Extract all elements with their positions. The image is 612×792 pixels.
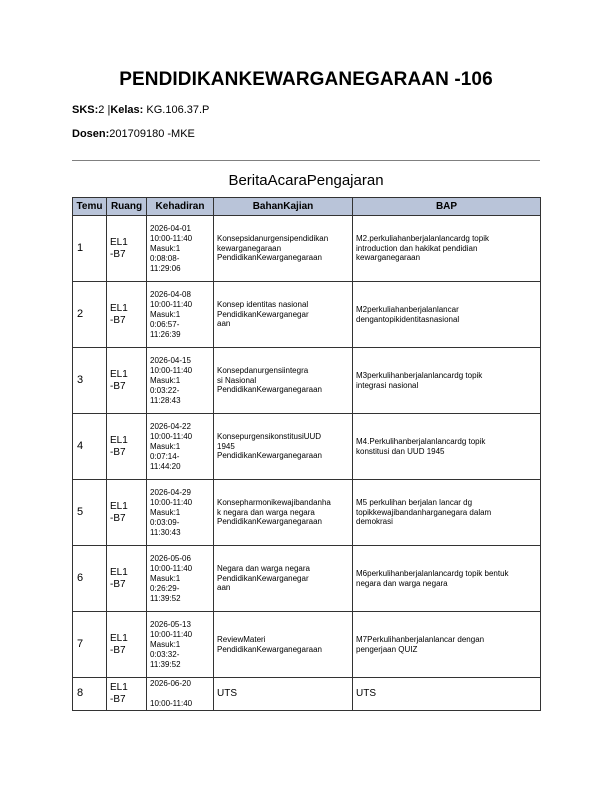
ruang-line: -B7 (110, 446, 126, 458)
kehadiran-line: 11:44:20 (150, 461, 181, 471)
kehadiran-line: 0:03:09- (150, 517, 180, 527)
cell-bap (353, 546, 541, 612)
kehadiran-line: 11:28:43 (150, 395, 181, 405)
table-row (73, 678, 541, 711)
bahan-line: PendidikanKewarganegar (217, 309, 309, 319)
lecturer-info (72, 128, 195, 140)
cell-ruang (107, 216, 147, 282)
bap-line: M3perkulihanberjalanlancardg topik (356, 371, 483, 380)
bahan-line: PendidikanKewarganegaraan (217, 517, 322, 527)
ruang-line: EL1 (110, 566, 128, 578)
ruang-line: EL1 (110, 236, 128, 248)
bahan-line: Konsepharmonikewajibandanha (217, 498, 331, 508)
bap-line: M2perkuliahanberjalanlancar (356, 305, 459, 314)
sks-label: SKS: (72, 104, 99, 116)
kelas-label: Kelas: (110, 104, 144, 116)
cell-bap (353, 282, 541, 348)
divider (72, 160, 540, 161)
ruang-line: EL1 (110, 500, 128, 512)
kehadiran-line: 10:00-11:40 (150, 365, 193, 375)
cell-temu: 7 (73, 612, 107, 678)
ruang-line: -B7 (110, 314, 126, 326)
table-row (73, 480, 541, 546)
kehadiran-line: 10:00-11:40 (150, 299, 193, 309)
bahan-line: PendidikanKewarganegar (217, 573, 309, 583)
cell-temu: 1 (73, 216, 107, 282)
teaching-record-table (72, 197, 541, 711)
cell-temu: 8 (73, 678, 107, 711)
bap-line: topikkewajibandanharganegara dalam (356, 507, 492, 517)
bap-line: introduction dan hakikat pendidian (356, 243, 478, 253)
cell-kehadiran (147, 348, 214, 414)
kehadiran-line: 11:30:43 (150, 527, 181, 537)
kehadiran-line: 2026-04-29 (150, 487, 191, 497)
bap-line: M4.Perkulihanberjalanlancardg topik (356, 437, 486, 446)
table-row (73, 546, 541, 612)
table-header-row (73, 198, 541, 216)
cell-temu: 6 (73, 546, 107, 612)
ruang-line: EL1 (110, 434, 128, 446)
header-kehadiran: Kehadiran (147, 198, 214, 216)
kehadiran-line: 10:00-11:40 (150, 629, 193, 639)
bahan-line: Konsep identitas nasional (217, 300, 309, 310)
bahan-line: ReviewMateri (217, 635, 266, 644)
header-bap: BAP (353, 198, 541, 216)
cell-bap (353, 678, 541, 711)
header-temu: Temu (73, 198, 107, 216)
kehadiran-line: Masuk:1 (150, 573, 181, 583)
bahan-line: PendidikanKewarganegaraan (217, 644, 322, 654)
cell-bap (353, 414, 541, 480)
kehadiran-line: 10:00-11:40 (150, 497, 193, 507)
cell-bahan-kajian (214, 282, 353, 348)
section-title: BeritaAcaraPengajaran (228, 172, 384, 189)
ruang-line: -B7 (110, 644, 126, 656)
bahan-line: Konsepdanurgensiintegra (217, 366, 309, 376)
kehadiran-line: 10:00-11:40 (150, 431, 193, 441)
kehadiran-line: 2026-05-06 (150, 553, 191, 563)
kehadiran-line: 2026-04-01 (150, 223, 191, 233)
bahan-line: aan (217, 583, 231, 593)
cell-ruang (107, 612, 147, 678)
kehadiran-line: 10:00-11:40 (150, 233, 193, 243)
cell-bap (353, 348, 541, 414)
kehadiran-line: Masuk:1 (150, 309, 181, 319)
cell-bahan-kajian (214, 546, 353, 612)
bap-line: M5 perkulihan berjalan lancar dg (356, 498, 473, 508)
ruang-line: EL1 (110, 632, 128, 644)
kehadiran-line: 11:26:39 (150, 329, 181, 339)
table-row (73, 216, 541, 282)
ruang-line: EL1 (110, 302, 128, 314)
header-bahan-kajian: BahanKajian (214, 198, 353, 216)
bahan-line: Negara dan warga negara (217, 564, 310, 574)
kehadiran-line: 11:39:52 (150, 659, 181, 669)
kehadiran-line: 2026-05-13 (150, 619, 191, 629)
bap-line: konstitusi dan UUD 1945 (356, 446, 445, 456)
ruang-line: -B7 (110, 694, 126, 705)
cell-temu: 4 (73, 414, 107, 480)
table-row (73, 282, 541, 348)
bahan-line: k negara dan warga negara (217, 507, 315, 517)
bahan-line: PendidikanKewarganegaraan (217, 385, 322, 395)
bahan-line: KonsepurgensikonstitusiUUD (217, 432, 322, 442)
bahan-line: Konsepsidanurgensipendidikan (217, 234, 329, 244)
bap-line: UTS (356, 688, 376, 700)
kehadiran-line: Masuk:1 (150, 507, 181, 517)
kehadiran-line: 10:00-11:40 (150, 699, 193, 708)
kehadiran-line: 0:03:32- (150, 649, 180, 659)
cell-temu: 5 (73, 480, 107, 546)
cell-ruang (107, 480, 147, 546)
cell-bap (353, 612, 541, 678)
cell-ruang (107, 546, 147, 612)
kehadiran-line: 0:26:29- (150, 583, 180, 593)
sks-value: 2 | (98, 104, 111, 116)
table-row (73, 612, 541, 678)
page-title: PENDIDIKANKEWARGANEGARAAN -106 (119, 69, 493, 90)
cell-bahan-kajian (214, 678, 353, 711)
cell-kehadiran (147, 678, 214, 711)
kehadiran-line: 0:08:08- (150, 253, 180, 263)
bap-line: M7Perkulihanberjalanlancar dengan (356, 635, 485, 644)
course-info (72, 104, 209, 116)
ruang-line: -B7 (110, 248, 126, 260)
bahan-line: PendidikanKewarganegaraan (217, 253, 322, 263)
bahan-line: 1945 (217, 441, 235, 451)
cell-kehadiran (147, 282, 214, 348)
kehadiran-line: Masuk:1 (150, 441, 181, 451)
header-ruang: Ruang (107, 198, 147, 216)
bap-line: demokrasi (356, 517, 393, 527)
cell-bahan-kajian (214, 348, 353, 414)
kelas-value: KG.106.37.P (143, 104, 210, 116)
cell-kehadiran (147, 216, 214, 282)
ruang-line: EL1 (110, 368, 128, 380)
cell-ruang (107, 414, 147, 480)
cell-kehadiran (147, 414, 214, 480)
bap-line: dengantopikidentitasnasional (356, 314, 460, 324)
cell-temu: 2 (73, 282, 107, 348)
cell-temu: 3 (73, 348, 107, 414)
cell-bahan-kajian (214, 216, 353, 282)
ruang-line: -B7 (110, 380, 126, 392)
kehadiran-line: 10:00-11:40 (150, 563, 193, 573)
bahan-line: UTS (217, 688, 237, 700)
bahan-line: kewarganegaraan (217, 243, 282, 253)
kehadiran-line: 11:39:52 (150, 593, 181, 603)
cell-kehadiran (147, 480, 214, 546)
cell-kehadiran (147, 612, 214, 678)
table-row (73, 414, 541, 480)
cell-bap (353, 216, 541, 282)
kehadiran-line: 2026-04-15 (150, 355, 191, 365)
bap-line: pengerjaan QUIZ (356, 644, 418, 654)
cell-ruang (107, 678, 147, 711)
cell-ruang (107, 348, 147, 414)
kehadiran-line: 0:03:22- (150, 385, 180, 395)
ruang-line: -B7 (110, 578, 126, 590)
cell-ruang (107, 282, 147, 348)
cell-kehadiran (147, 546, 214, 612)
bap-line: M2.perkuliahanberjalanlancardg topik (356, 234, 489, 244)
bap-line: kewarganegaraan (356, 253, 421, 263)
dosen-value: 201709180 -MKE (109, 128, 195, 140)
kehadiran-line: Masuk:1 (150, 639, 181, 649)
kehadiran-line: 2026-06-20 (150, 679, 191, 688)
bahan-line: PendidikanKewarganegaraan (217, 451, 322, 461)
kehadiran-line: 0:07:14- (150, 451, 180, 461)
kehadiran-line: Masuk:1 (150, 243, 181, 253)
kehadiran-line (150, 689, 210, 699)
bap-line: integrasi nasional (356, 380, 419, 390)
kehadiran-line: 11:29:06 (150, 263, 181, 273)
cell-bahan-kajian (214, 414, 353, 480)
ruang-line: -B7 (110, 512, 126, 524)
cell-bap (353, 480, 541, 546)
kehadiran-line: Masuk:1 (150, 375, 181, 385)
bahan-line: si Nasional (217, 375, 257, 385)
bahan-line: aan (217, 319, 231, 329)
cell-bahan-kajian (214, 480, 353, 546)
kehadiran-line: 0:06:57- (150, 319, 180, 329)
cell-bahan-kajian (214, 612, 353, 678)
bap-line: M6perkulihanberjalanlancardg topik bentuk (356, 569, 509, 578)
kehadiran-line: 2026-04-22 (150, 421, 191, 431)
ruang-line: EL1 (110, 682, 128, 693)
dosen-label: Dosen: (72, 128, 110, 140)
kehadiran-line: 2026-04-08 (150, 289, 191, 299)
table-row (73, 348, 541, 414)
bap-line: negara dan warga negara (356, 578, 448, 588)
